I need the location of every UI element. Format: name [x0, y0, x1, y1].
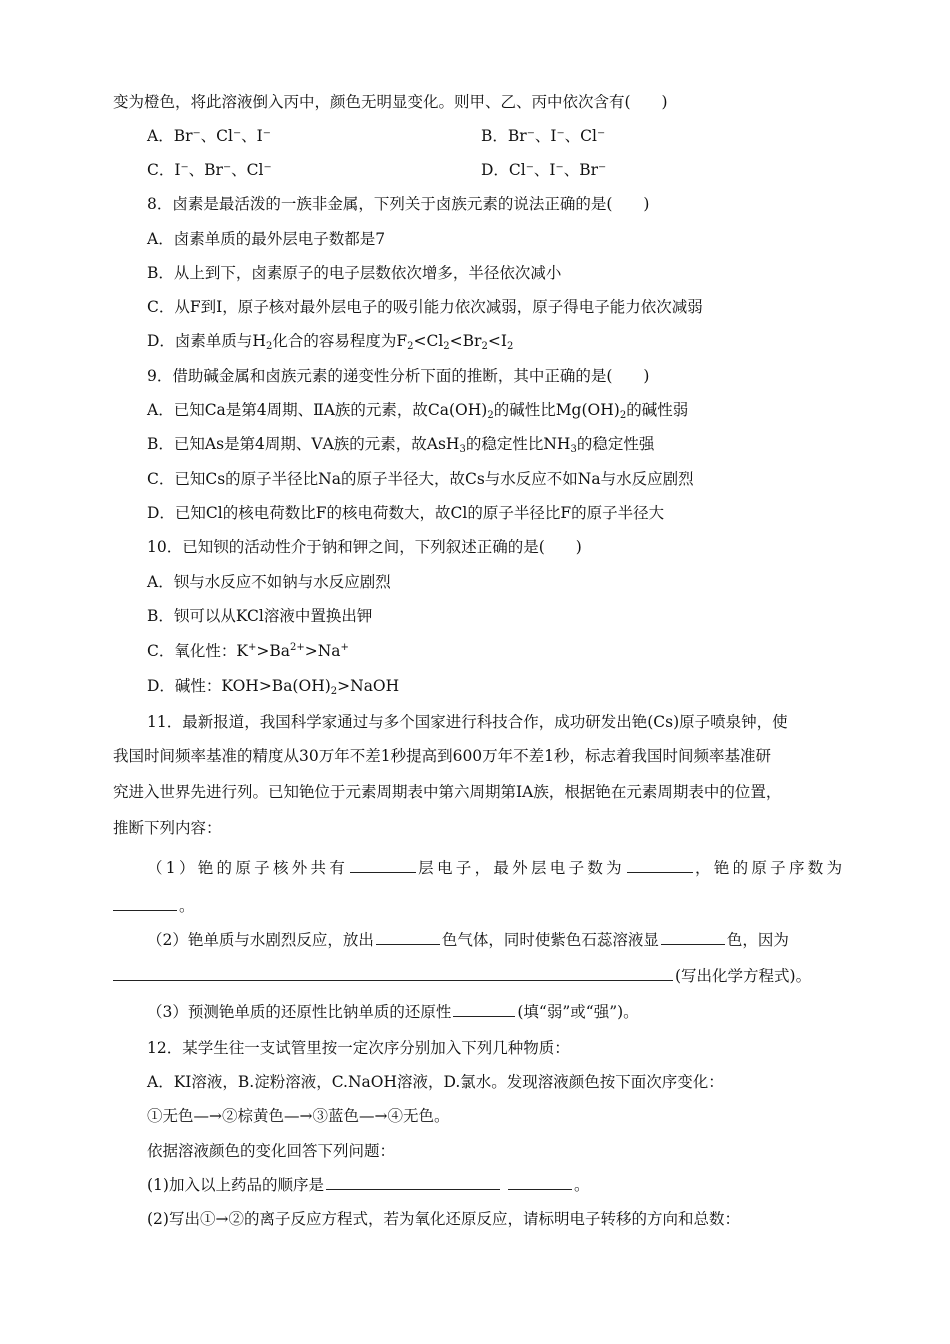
- q9-stem: 9．借助碱金属和卤族元素的递变性分析下面的推断，其中正确的是( ): [147, 367, 650, 385]
- q11-line-4: 推断下列内容：: [113, 819, 222, 837]
- subscript: 2: [330, 686, 338, 697]
- q12-line-2: A．KI溶液，B.淀粉溶液，C.NaOH溶液，D.氯水。发现溶液颜色按下面次序变化：: [147, 1073, 724, 1091]
- formula-cl: Cl: [426, 332, 444, 350]
- q11-p3-text-b: (填“弱”或“强”)。: [517, 1003, 639, 1021]
- q8-option-d: [147, 331, 513, 351]
- answer-blank[interactable]: [326, 1175, 500, 1190]
- q9-option-d: D．已知Cl的核电荷数比F的核电荷数大，故Cl的原子半径比F的原子半径大: [147, 504, 665, 522]
- answer-blank[interactable]: [627, 858, 693, 873]
- q11-part-2: [147, 930, 789, 950]
- q11-p2-text-b: 色气体，同时使紫色石蕊溶液显: [441, 931, 659, 949]
- answer-blank[interactable]: [350, 858, 416, 873]
- q7-option-d: D．Cl⁻、I⁻、Br⁻: [481, 161, 607, 179]
- q9-b-suffix: 的稳定性强: [576, 435, 655, 453]
- q11-p2-text-a: （2）铯单质与水剧烈反应，放出: [147, 931, 374, 949]
- q8-d-middle: 化合的容易程度为F: [272, 332, 408, 350]
- q10-d-suffix: >NaOH: [337, 677, 400, 695]
- answer-blank[interactable]: [508, 1175, 572, 1190]
- q11-part-2-cont: [113, 966, 811, 986]
- q11-part-3: [147, 1002, 639, 1022]
- q9-b-prefix: B．已知As是第4周期、ⅤA族的元素，故AsH: [147, 435, 460, 453]
- q10-c-mid1: >Ba: [256, 642, 290, 660]
- q8-option-a: A．卤素单质的最外层电子数都是7: [147, 230, 386, 248]
- q10-d-prefix: D．碱性：KOH>Ba(OH): [147, 677, 331, 695]
- q11-p1-text-a: （1）铯的原子核外共有: [147, 859, 349, 877]
- subscript: 2: [265, 341, 273, 352]
- q11-line-1: 11．最新报道，我国科学家通过与多个国家进行科技合作，成功研发出铯(Cs)原子喷泉钟，使: [147, 713, 788, 731]
- q7-option-c: C．I⁻、Br⁻、Cl⁻: [147, 161, 272, 179]
- q11-line-2: 我国时间频率基准的精度从30万年不差1秒提高到600万年不差1秒，标志着我国时间频率基准研: [113, 747, 772, 765]
- q10-c-prefix: C．氧化性：K: [147, 642, 248, 660]
- q7-stem-tail: 变为橙色，将此溶液倒入丙中，颜色无明显变化。则甲、乙、丙中依次含有( ): [113, 93, 668, 111]
- answer-blank[interactable]: [113, 896, 177, 911]
- q9-a-suffix: 的碱性弱: [626, 401, 689, 419]
- superscript: 2+: [289, 642, 305, 653]
- q11-p3-text-a: （3）预测铯单质的还原性比钠单质的还原性: [147, 1003, 452, 1021]
- q12-p1-text-a: (1)加入以上药品的顺序是: [147, 1176, 324, 1194]
- less-than: <: [487, 332, 501, 350]
- q9-option-a: [147, 400, 688, 420]
- q9-a-prefix: A．已知Ca是第4周期、ⅡA族的元素，故Ca(OH): [147, 401, 488, 419]
- q11-p1-text-b: 层电子，最外层电子数为: [418, 859, 625, 877]
- q10-option-c: [147, 641, 349, 661]
- q12-line-3: ①无色—→②棕黄色—→③蓝色—→④无色。: [147, 1107, 450, 1125]
- q11-p2-text-c: 色，因为: [726, 931, 789, 949]
- q7-option-b: B．Br⁻、I⁻、Cl⁻: [481, 127, 606, 145]
- equation-blank[interactable]: [113, 966, 673, 981]
- less-than: <: [449, 332, 463, 350]
- formula-br: Br: [462, 332, 482, 350]
- q11-part-1-cont: [113, 896, 195, 916]
- answer-blank[interactable]: [661, 930, 725, 945]
- superscript: +: [247, 642, 257, 653]
- q12-stem: 12．某学生往一支试管里按一定次序分别加入下列几种物质：: [147, 1039, 570, 1057]
- q8-option-c: C．从F到I，原子核对最外层电子的吸引能力依次减弱，原子得电子能力依次减弱: [147, 298, 703, 316]
- q10-option-d: [147, 676, 399, 696]
- q11-p1-text-d: 。: [179, 897, 195, 915]
- q10-c-mid2: >Na: [304, 642, 341, 660]
- subscript: 2: [487, 410, 494, 421]
- subscript: 2: [407, 341, 414, 352]
- q11-p2-text-d: (写出化学方程式)。: [675, 967, 812, 985]
- q12-part-2: (2)写出①→②的离子反应方程式，若为氧化还原反应，请标明电子转移的方向和总数：: [147, 1210, 740, 1228]
- q8-option-b: B．从上到下，卤素原子的电子层数依次增多，半径依次减小: [147, 264, 562, 282]
- q12-part-1: [147, 1175, 589, 1195]
- q9-option-b: [147, 434, 654, 454]
- subscript: 2: [443, 341, 450, 352]
- less-than: <: [413, 332, 427, 350]
- q12-p1-text-b: 。: [573, 1176, 590, 1194]
- q10-option-a: A．钡与水反应不如钠与水反应剧烈: [147, 573, 391, 591]
- q12-line-4: 依据溶液颜色的变化回答下列问题：: [147, 1142, 396, 1160]
- q11-p1-text-c: ，铯的原子序数为: [694, 859, 846, 877]
- q9-option-c: C．已知Cs的原子半径比Na的原子半径大，故Cs与水反应不如Na与水反应剧烈: [147, 470, 694, 488]
- q8-stem: 8．卤素是最活泼的一族非金属，下列关于卤族元素的说法正确的是( ): [147, 195, 650, 213]
- subscript: 2: [481, 341, 488, 352]
- q7-option-a: A．Br⁻、Cl⁻、I⁻: [147, 127, 271, 145]
- subscript: 3: [570, 444, 577, 455]
- q11-line-3: 究进入世界先进行列。已知铯位于元素周期表中第六周期第ⅠA族，根据铯在元素周期表中的位置，: [113, 783, 782, 801]
- q10-option-b: B．钡可以从KCl溶液中置换出钾: [147, 607, 373, 625]
- subscript: 2: [619, 410, 627, 421]
- q11-part-1: [147, 858, 845, 878]
- subscript: 2: [506, 341, 514, 352]
- formula-i: I: [500, 332, 507, 350]
- subscript: 3: [459, 444, 466, 455]
- q9-a-middle: 的碱性比Mg(OH): [493, 401, 620, 419]
- q9-b-middle: 的稳定性比NH: [465, 435, 571, 453]
- superscript: +: [340, 642, 349, 653]
- q8-d-prefix: D．卤素单质与H: [147, 332, 266, 350]
- answer-blank[interactable]: [453, 1002, 515, 1017]
- answer-blank[interactable]: [376, 930, 440, 945]
- q10-stem: 10．已知钡的活动性介于钠和钾之间，下列叙述正确的是( ): [147, 538, 582, 556]
